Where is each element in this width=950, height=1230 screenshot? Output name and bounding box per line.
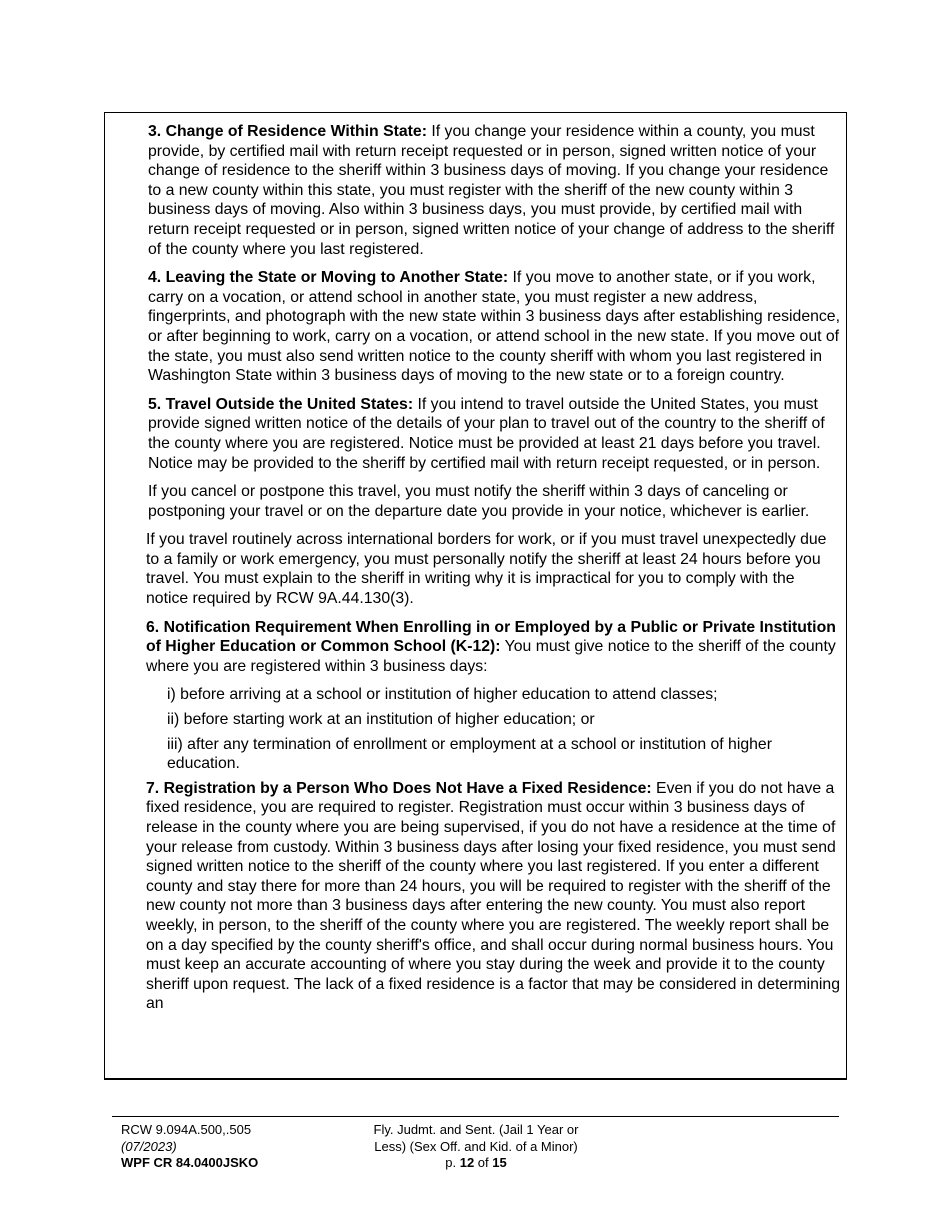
section-7-text: Even if you do not have a fixed residence, you are required to register. Registration must occur within 3 business days of release in the county where you are being supervised, if you do not have a residence at the time of your release from custody. Within 3 business days after losing your fixed residence, you must send signed written notice to the sheriff of the county where you last registered. If you enter a different county and stay there for more than 24 hours, you will be required to register with the sheriff of the new county not more than 3 business days after entering the new county. You must also report weekly, in person, to the sheriff of the county where you are registered. The weekly report shall be on a day specified by the county sheriff's office, and shall occur during normal business hours. You must keep an accurate accounting of where you stay during the week and provide it to the county sheriff upon request. The lack of a fixed residence is a factor that may be considered in determining an [146, 779, 840, 1013]
section-6-item-2: ii) before starting work at an institution of higher education; or [167, 711, 595, 729]
section-6-heading: 6. Notification Requirement When Enrolling in or Employed by a Public or Private Institution of Higher Education or Common School (K-12): [146, 618, 836, 656]
section-4-paragraph [148, 268, 840, 386]
section-5-cancel-paragraph: If you cancel or postpone this travel, you must notify the sheriff within 3 days of canceling or postponing your travel or on the departure date you provide in your notice, whichever is earlier. [148, 483, 810, 520]
section-5-text: If you intend to travel outside the United States, you must provide signed written notice of the details of your plan to travel out of the country to the sheriff of the county where you are registered. Notice must be provided at least 21 days before you travel. Notice may be provided to the sheriff by certified mail with return receipt requested, or in person. [148, 395, 825, 472]
footer-title-line-2: Less) (Sex Off. and Kid. of a Minor) [374, 1138, 578, 1154]
section-5-paragraph [148, 395, 840, 473]
footer-divider [112, 1116, 839, 1117]
current-page: 12 [459, 1155, 475, 1170]
section-5-heading: 5. Travel Outside the United States: [148, 395, 414, 413]
document-content [148, 122, 840, 1023]
section-3-text: If you change your residence within a county, you must provide, by certified mail with return receipt requested or in person, signed written notice of your change of residence to the sheriff within 3 business days of moving. If you change your residence to a new county within this state, you must register with the sheriff of the new county within 3 business days of moving. Also within 3 business days, you must provide, by certified mail with return receipt requested or in person, signed written notice of your change of address to the sheriff of the county where you last registered. [148, 123, 835, 258]
section-7-heading: 7. Registration by a Person Who Does Not Have a Fixed Residence: [146, 779, 652, 797]
section-6-item-1: i) before arriving at a school or institution of higher education to attend classes; [167, 686, 718, 704]
footer-left [121, 1122, 258, 1172]
section-3-paragraph [148, 122, 840, 259]
footer-center [354, 1122, 598, 1172]
section-6-item-3: iii) after any termination of enrollment or employment at a school or institution of higher education. [167, 735, 772, 773]
section-5-routine-travel-paragraph: If you travel routinely across international borders for work, or if you must travel unexpectedly due to a family or work emergency, you must personally notify the sheriff at least 24 hours before you travel. You must explain to the sheriff in writing why it is impractical for you to comply with the notice required by RCW 9A.44.130(3). [146, 531, 827, 608]
footer-title-line-1: Fly. Judmt. and Sent. (Jail 1 Year or [373, 1122, 579, 1137]
section-4-text: If you move to another state, or if you work, carry on a vocation, or attend school in another state, you must register a new address, fingerprints, and photograph with the new state within 3 business days after establishing residence, or after beginning to work, carry on a vocation, or attend school in the new state. If you move out of the state, you must also send written notice to the county sheriff with whom you last registered in Washington State within 3 business days of moving to the new state or to a foreign country. [148, 269, 840, 385]
document-body-frame [104, 112, 847, 1080]
section-6-paragraph [146, 618, 840, 677]
section-3-heading: 3. Change of Residence Within State: [148, 123, 427, 140]
section-6-text: You must give notice to the sheriff of the county where you are registered within 3 business days: [146, 638, 836, 675]
footer-date: (07/2023) [121, 1138, 177, 1154]
footer-rcw: RCW 9.094A.500,.505 [121, 1122, 252, 1137]
section-4-heading: 4. Leaving the State or Moving to Another State: [148, 269, 509, 287]
total-pages: 15 [492, 1155, 507, 1170]
section-7-paragraph [146, 779, 840, 1014]
footer-page-number: p. 12 of 15 [445, 1155, 507, 1170]
footer-form-number: WPF CR 84.0400JSKO [121, 1155, 259, 1170]
